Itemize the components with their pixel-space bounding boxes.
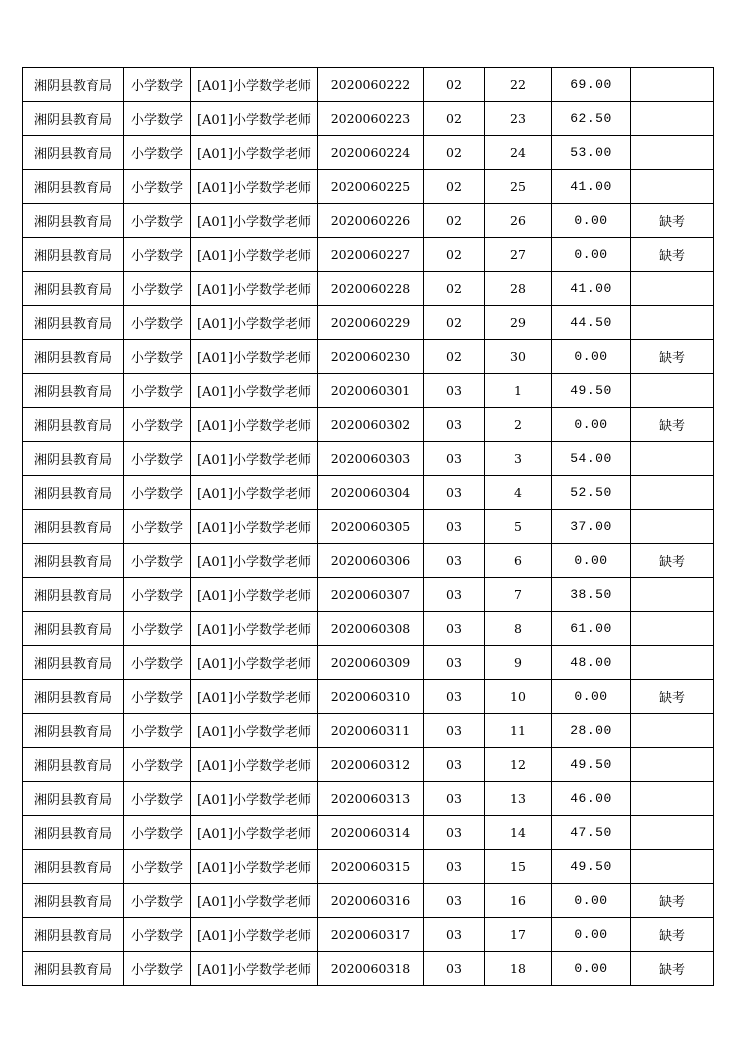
table-row: [23, 816, 714, 850]
cell-position: [A01]小学数学老师: [191, 102, 318, 136]
cell-score: 61.00: [552, 612, 631, 646]
cell-note: 缺考: [631, 884, 714, 918]
cell-score: 49.50: [552, 748, 631, 782]
cell-seat: 25: [485, 170, 552, 204]
cell-room: 03: [424, 646, 485, 680]
cell-note: [631, 68, 714, 102]
cell-subject: 小学数学: [124, 476, 191, 510]
table-row: [23, 952, 714, 986]
cell-subject: 小学数学: [124, 272, 191, 306]
exam-score-table: [22, 67, 714, 986]
cell-ticket: 2020060303: [318, 442, 424, 476]
cell-unit: 湘阴县教育局: [23, 680, 124, 714]
cell-note: 缺考: [631, 680, 714, 714]
cell-subject: 小学数学: [124, 816, 191, 850]
table-row: [23, 680, 714, 714]
cell-unit: 湘阴县教育局: [23, 510, 124, 544]
cell-position: [A01]小学数学老师: [191, 442, 318, 476]
cell-room: 02: [424, 306, 485, 340]
cell-score: 49.50: [552, 374, 631, 408]
table-row: [23, 306, 714, 340]
cell-position: [A01]小学数学老师: [191, 68, 318, 102]
cell-subject: 小学数学: [124, 748, 191, 782]
cell-subject: 小学数学: [124, 340, 191, 374]
cell-room: 03: [424, 510, 485, 544]
cell-room: 02: [424, 102, 485, 136]
cell-score: 52.50: [552, 476, 631, 510]
cell-note: [631, 714, 714, 748]
cell-room: 03: [424, 680, 485, 714]
cell-score: 69.00: [552, 68, 631, 102]
cell-ticket: 2020060222: [318, 68, 424, 102]
cell-seat: 6: [485, 544, 552, 578]
cell-score: 28.00: [552, 714, 631, 748]
cell-ticket: 2020060308: [318, 612, 424, 646]
cell-ticket: 2020060229: [318, 306, 424, 340]
cell-unit: 湘阴县教育局: [23, 408, 124, 442]
cell-unit: 湘阴县教育局: [23, 714, 124, 748]
cell-room: 03: [424, 544, 485, 578]
cell-score: 0.00: [552, 408, 631, 442]
cell-subject: 小学数学: [124, 850, 191, 884]
cell-seat: 8: [485, 612, 552, 646]
cell-position: [A01]小学数学老师: [191, 612, 318, 646]
cell-score: 0.00: [552, 204, 631, 238]
table-row: [23, 136, 714, 170]
cell-position: [A01]小学数学老师: [191, 136, 318, 170]
table-row: [23, 544, 714, 578]
cell-ticket: 2020060317: [318, 918, 424, 952]
table-row: [23, 748, 714, 782]
cell-room: 03: [424, 476, 485, 510]
cell-score: 0.00: [552, 680, 631, 714]
cell-note: [631, 578, 714, 612]
cell-score: 0.00: [552, 952, 631, 986]
table-row: [23, 918, 714, 952]
cell-subject: 小学数学: [124, 408, 191, 442]
cell-ticket: 2020060312: [318, 748, 424, 782]
cell-note: [631, 748, 714, 782]
cell-subject: 小学数学: [124, 68, 191, 102]
table-body: [23, 68, 714, 986]
cell-room: 03: [424, 612, 485, 646]
cell-unit: 湘阴县教育局: [23, 816, 124, 850]
cell-note: [631, 782, 714, 816]
table-row: [23, 340, 714, 374]
cell-seat: 28: [485, 272, 552, 306]
cell-subject: 小学数学: [124, 102, 191, 136]
cell-seat: 29: [485, 306, 552, 340]
cell-subject: 小学数学: [124, 306, 191, 340]
cell-ticket: 2020060311: [318, 714, 424, 748]
cell-score: 41.00: [552, 272, 631, 306]
cell-position: [A01]小学数学老师: [191, 408, 318, 442]
cell-subject: 小学数学: [124, 238, 191, 272]
cell-score: 47.50: [552, 816, 631, 850]
cell-ticket: 2020060315: [318, 850, 424, 884]
cell-score: 0.00: [552, 340, 631, 374]
cell-subject: 小学数学: [124, 918, 191, 952]
cell-ticket: 2020060313: [318, 782, 424, 816]
cell-unit: 湘阴县教育局: [23, 374, 124, 408]
cell-seat: 7: [485, 578, 552, 612]
cell-unit: 湘阴县教育局: [23, 578, 124, 612]
cell-note: [631, 306, 714, 340]
cell-room: 03: [424, 442, 485, 476]
cell-subject: 小学数学: [124, 782, 191, 816]
cell-room: 02: [424, 136, 485, 170]
cell-unit: 湘阴县教育局: [23, 850, 124, 884]
cell-score: 53.00: [552, 136, 631, 170]
cell-ticket: 2020060307: [318, 578, 424, 612]
cell-subject: 小学数学: [124, 612, 191, 646]
cell-note: [631, 136, 714, 170]
cell-note: 缺考: [631, 238, 714, 272]
cell-ticket: 2020060314: [318, 816, 424, 850]
cell-position: [A01]小学数学老师: [191, 306, 318, 340]
cell-ticket: 2020060310: [318, 680, 424, 714]
cell-position: [A01]小学数学老师: [191, 544, 318, 578]
cell-position: [A01]小学数学老师: [191, 952, 318, 986]
cell-position: [A01]小学数学老师: [191, 340, 318, 374]
cell-score: 62.50: [552, 102, 631, 136]
cell-room: 03: [424, 884, 485, 918]
cell-note: 缺考: [631, 918, 714, 952]
cell-score: 48.00: [552, 646, 631, 680]
table-row: [23, 442, 714, 476]
cell-position: [A01]小学数学老师: [191, 238, 318, 272]
cell-unit: 湘阴县教育局: [23, 442, 124, 476]
table-row: [23, 204, 714, 238]
cell-note: 缺考: [631, 340, 714, 374]
cell-position: [A01]小学数学老师: [191, 850, 318, 884]
cell-position: [A01]小学数学老师: [191, 374, 318, 408]
cell-unit: 湘阴县教育局: [23, 102, 124, 136]
cell-room: 03: [424, 714, 485, 748]
cell-subject: 小学数学: [124, 374, 191, 408]
cell-subject: 小学数学: [124, 204, 191, 238]
cell-seat: 9: [485, 646, 552, 680]
cell-subject: 小学数学: [124, 646, 191, 680]
cell-unit: 湘阴县教育局: [23, 748, 124, 782]
cell-room: 02: [424, 68, 485, 102]
cell-position: [A01]小学数学老师: [191, 680, 318, 714]
table-row: [23, 884, 714, 918]
cell-score: 38.50: [552, 578, 631, 612]
table-row: [23, 510, 714, 544]
cell-room: 02: [424, 170, 485, 204]
cell-position: [A01]小学数学老师: [191, 578, 318, 612]
cell-subject: 小学数学: [124, 170, 191, 204]
cell-position: [A01]小学数学老师: [191, 714, 318, 748]
cell-seat: 26: [485, 204, 552, 238]
cell-seat: 2: [485, 408, 552, 442]
cell-room: 03: [424, 578, 485, 612]
cell-position: [A01]小学数学老师: [191, 748, 318, 782]
cell-unit: 湘阴县教育局: [23, 952, 124, 986]
cell-seat: 4: [485, 476, 552, 510]
cell-seat: 23: [485, 102, 552, 136]
cell-room: 03: [424, 952, 485, 986]
cell-score: 0.00: [552, 918, 631, 952]
cell-subject: 小学数学: [124, 510, 191, 544]
table-row: [23, 714, 714, 748]
table-row: [23, 646, 714, 680]
cell-unit: 湘阴县教育局: [23, 646, 124, 680]
table-row: [23, 68, 714, 102]
cell-ticket: 2020060223: [318, 102, 424, 136]
cell-subject: 小学数学: [124, 544, 191, 578]
cell-note: [631, 646, 714, 680]
cell-note: 缺考: [631, 952, 714, 986]
cell-unit: 湘阴县教育局: [23, 476, 124, 510]
cell-note: [631, 374, 714, 408]
cell-score: 0.00: [552, 884, 631, 918]
cell-position: [A01]小学数学老师: [191, 510, 318, 544]
cell-note: 缺考: [631, 544, 714, 578]
cell-seat: 24: [485, 136, 552, 170]
table-row: [23, 476, 714, 510]
cell-seat: 12: [485, 748, 552, 782]
cell-note: [631, 816, 714, 850]
cell-unit: 湘阴县教育局: [23, 918, 124, 952]
cell-score: 46.00: [552, 782, 631, 816]
cell-ticket: 2020060302: [318, 408, 424, 442]
cell-seat: 14: [485, 816, 552, 850]
cell-ticket: 2020060318: [318, 952, 424, 986]
cell-seat: 22: [485, 68, 552, 102]
table-row: [23, 170, 714, 204]
cell-position: [A01]小学数学老师: [191, 918, 318, 952]
cell-room: 02: [424, 340, 485, 374]
cell-seat: 30: [485, 340, 552, 374]
cell-room: 03: [424, 816, 485, 850]
cell-seat: 27: [485, 238, 552, 272]
cell-note: [631, 442, 714, 476]
cell-position: [A01]小学数学老师: [191, 476, 318, 510]
cell-position: [A01]小学数学老师: [191, 884, 318, 918]
cell-room: 03: [424, 374, 485, 408]
cell-ticket: 2020060227: [318, 238, 424, 272]
cell-seat: 1: [485, 374, 552, 408]
cell-note: [631, 510, 714, 544]
cell-unit: 湘阴县教育局: [23, 544, 124, 578]
cell-unit: 湘阴县教育局: [23, 782, 124, 816]
cell-position: [A01]小学数学老师: [191, 170, 318, 204]
cell-unit: 湘阴县教育局: [23, 306, 124, 340]
cell-seat: 3: [485, 442, 552, 476]
cell-note: [631, 476, 714, 510]
cell-seat: 13: [485, 782, 552, 816]
cell-ticket: 2020060228: [318, 272, 424, 306]
cell-room: 02: [424, 272, 485, 306]
cell-score: 0.00: [552, 544, 631, 578]
cell-note: [631, 272, 714, 306]
cell-ticket: 2020060230: [318, 340, 424, 374]
cell-unit: 湘阴县教育局: [23, 68, 124, 102]
cell-room: 02: [424, 204, 485, 238]
table-row: [23, 374, 714, 408]
cell-subject: 小学数学: [124, 578, 191, 612]
cell-note: [631, 612, 714, 646]
cell-ticket: 2020060226: [318, 204, 424, 238]
cell-ticket: 2020060316: [318, 884, 424, 918]
table-row: [23, 850, 714, 884]
cell-note: 缺考: [631, 204, 714, 238]
table-row: [23, 272, 714, 306]
cell-score: 49.50: [552, 850, 631, 884]
cell-note: [631, 102, 714, 136]
cell-ticket: 2020060306: [318, 544, 424, 578]
cell-seat: 10: [485, 680, 552, 714]
cell-subject: 小学数学: [124, 442, 191, 476]
cell-room: 03: [424, 748, 485, 782]
table-row: [23, 238, 714, 272]
cell-subject: 小学数学: [124, 884, 191, 918]
cell-ticket: 2020060304: [318, 476, 424, 510]
cell-position: [A01]小学数学老师: [191, 816, 318, 850]
cell-score: 54.00: [552, 442, 631, 476]
cell-unit: 湘阴县教育局: [23, 884, 124, 918]
cell-position: [A01]小学数学老师: [191, 204, 318, 238]
cell-position: [A01]小学数学老师: [191, 272, 318, 306]
cell-score: 44.50: [552, 306, 631, 340]
cell-score: 41.00: [552, 170, 631, 204]
cell-room: 02: [424, 238, 485, 272]
cell-unit: 湘阴县教育局: [23, 612, 124, 646]
cell-room: 03: [424, 918, 485, 952]
cell-note: [631, 850, 714, 884]
cell-score: 37.00: [552, 510, 631, 544]
cell-subject: 小学数学: [124, 952, 191, 986]
cell-position: [A01]小学数学老师: [191, 782, 318, 816]
cell-seat: 18: [485, 952, 552, 986]
cell-position: [A01]小学数学老师: [191, 646, 318, 680]
cell-subject: 小学数学: [124, 714, 191, 748]
cell-unit: 湘阴县教育局: [23, 238, 124, 272]
cell-unit: 湘阴县教育局: [23, 170, 124, 204]
cell-ticket: 2020060305: [318, 510, 424, 544]
table-row: [23, 578, 714, 612]
table-row: [23, 408, 714, 442]
cell-unit: 湘阴县教育局: [23, 272, 124, 306]
cell-seat: 15: [485, 850, 552, 884]
cell-seat: 11: [485, 714, 552, 748]
cell-ticket: 2020060225: [318, 170, 424, 204]
cell-subject: 小学数学: [124, 680, 191, 714]
cell-ticket: 2020060224: [318, 136, 424, 170]
cell-seat: 16: [485, 884, 552, 918]
cell-room: 03: [424, 782, 485, 816]
cell-subject: 小学数学: [124, 136, 191, 170]
cell-room: 03: [424, 408, 485, 442]
cell-room: 03: [424, 850, 485, 884]
cell-score: 0.00: [552, 238, 631, 272]
cell-unit: 湘阴县教育局: [23, 204, 124, 238]
cell-note: 缺考: [631, 408, 714, 442]
cell-ticket: 2020060301: [318, 374, 424, 408]
cell-ticket: 2020060309: [318, 646, 424, 680]
table-row: [23, 782, 714, 816]
cell-unit: 湘阴县教育局: [23, 136, 124, 170]
table-row: [23, 612, 714, 646]
cell-unit: 湘阴县教育局: [23, 340, 124, 374]
cell-seat: 17: [485, 918, 552, 952]
table-row: [23, 102, 714, 136]
cell-note: [631, 170, 714, 204]
cell-seat: 5: [485, 510, 552, 544]
